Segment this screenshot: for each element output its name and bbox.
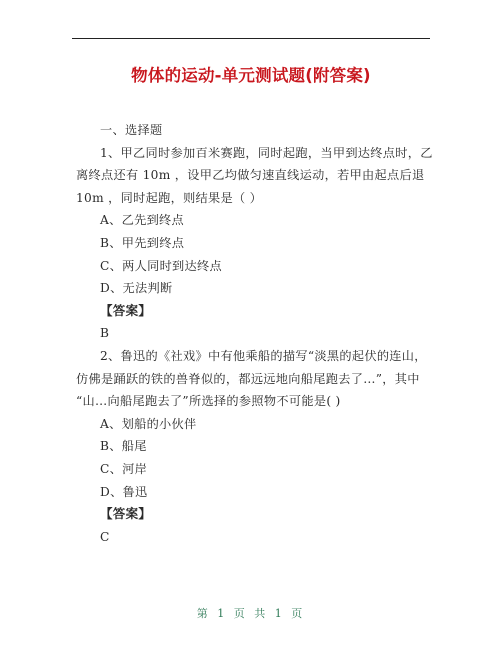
option-a: A、划船的小伙伴 [100,416,197,431]
document-title: 物体的运动-单元测试题(附答案) [131,66,371,85]
option-c: C、两人同时到达终点 [100,258,223,273]
answer-label: 【答案】 [100,506,152,522]
page-footer: 第 1 页 共 1 页 [196,607,306,620]
option-b: B、船尾 [100,439,147,454]
option-b: B、甲先到终点 [100,235,185,250]
option-d: D、无法判断 [100,281,173,296]
option-a: A、乙先到终点 [100,213,185,228]
answer-label: 【答案】 [100,302,152,318]
section-heading: 一、选择题 [100,123,163,137]
question-2 [76,345,432,548]
document-body [76,119,432,548]
answer-value: C [100,529,110,544]
question-stem-line: 1、甲乙同时参加百米赛跑，同时起跑，当甲到达终点时，乙 [100,145,433,160]
option-c: C、河岸 [100,461,148,476]
question-stem-line: 10m ，同时起跑，则结果是（ ） [76,190,263,205]
header-rule [72,38,430,39]
question-stem-line: 2、鲁迅的《社戏》中有他乘船的描写“淡黑的起伏的连山， [100,348,427,363]
question-1 [76,142,432,345]
question-stem-line: 仿佛是踊跃的铁的兽脊似的，都远远地向船尾跑去了…”，其中 [76,371,420,386]
answer-value: B [100,326,110,341]
question-stem-line: 离终点还有 10m ，设甲乙均做匀速直线运动，若甲由起点后退 [76,168,425,183]
option-d: D、鲁迅 [100,484,148,499]
question-stem-line: “山…向船尾跑去了”所选择的参照物不可能是( ) [76,394,341,409]
